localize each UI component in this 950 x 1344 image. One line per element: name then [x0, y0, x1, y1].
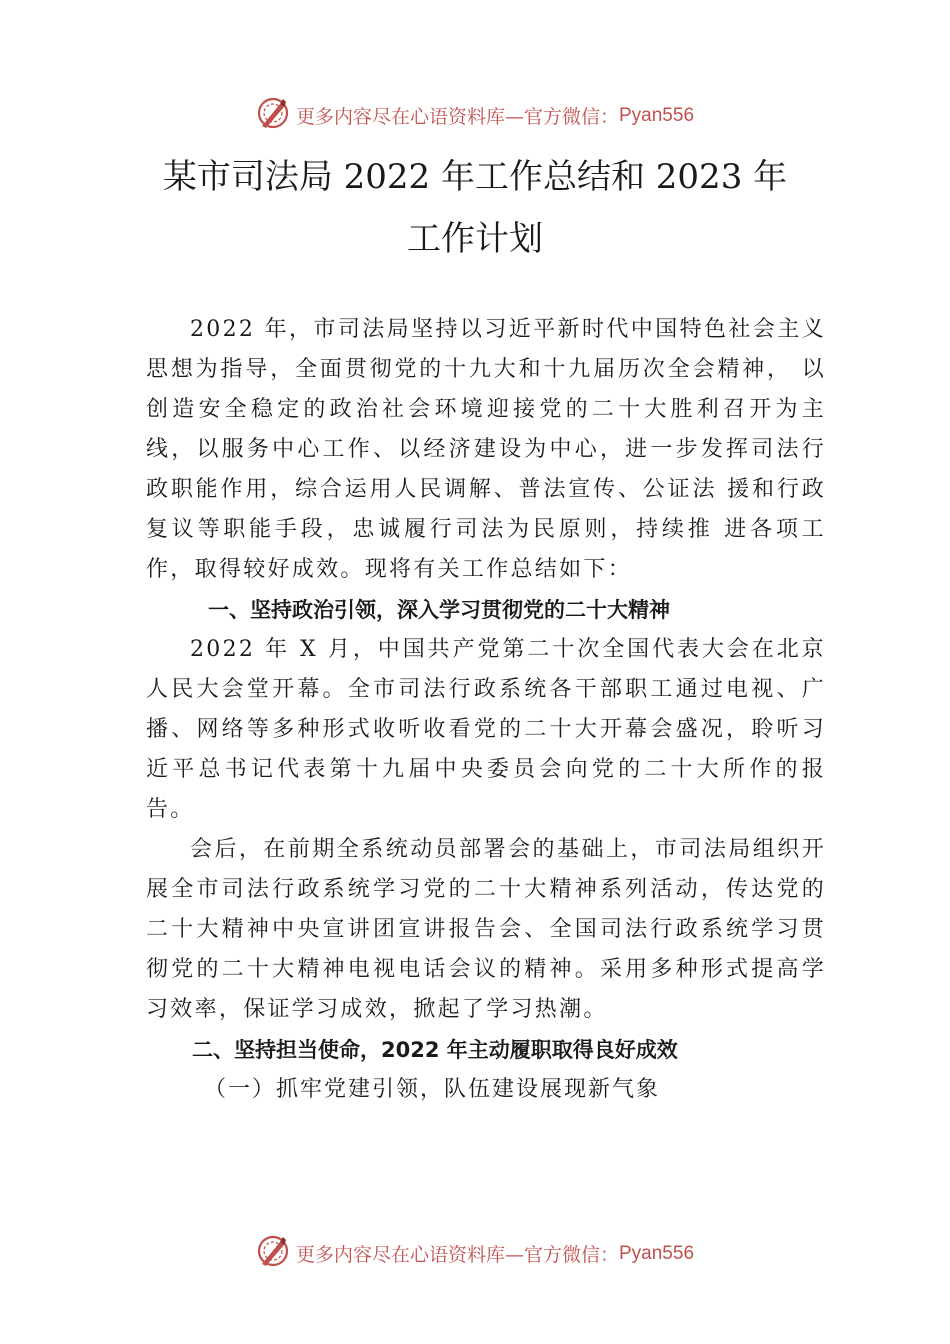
pen-logo-icon — [256, 1234, 290, 1273]
document-body — [146, 310, 826, 1110]
paragraph-study: 会后，在前期全系统动员部署会的基础上，市司法局组织开展全市司法行政系统学习党的二十大精神系列活动，传达党的二十大精神中央宣讲团宣讲报告会、全国司法行政系统学习贯彻党的二十大精神电视电话会议的精神。采用多种形式提高学习效率，保证学习成效，掀起了学习热潮。 — [146, 837, 826, 1022]
watermark-text: 更多内容尽在心语资料库—官方微信： — [295, 1244, 619, 1266]
paragraph-congress: 2022 年 X 月，中国共产党第二十次全国代表大会在北京人民大会堂开幕。全市司法行政系统各干部职工通过电视、广播、网络等多种形式收听收看党的二十大开幕会盛况，聆听习近平总书记代表第十九届中央委员会向党的二十大所作的报告。 — [146, 637, 826, 822]
pen-logo-icon — [256, 96, 290, 135]
watermark-id: Pyan556 — [619, 104, 695, 126]
section-heading-2: 二、坚持担当使命，2022 年主动履职取得良好成效 — [192, 1038, 678, 1062]
watermark-footer — [0, 1234, 950, 1273]
watermark-id: Pyan556 — [619, 1242, 695, 1264]
document-title-line2: 工作计划 — [407, 219, 543, 259]
document-title-line1: 某市司法局 2022 年工作总结和 2023 年 — [162, 157, 788, 197]
subsection-heading-1: （一）抓牢党建引领，队伍建设展现新气象 — [204, 1077, 661, 1102]
intro-paragraph: 2022 年，市司法局坚持以习近平新时代中国特色社会主义思想为指导，全面贯彻党的十九大和十九届历次全会精神， 以创造安全稳定的政治社会环境迎接党的二十大胜利召开为主线，以服务中心工作、以经济建设为中心，进一步发挥司法行政职能作用，综合运用人民调解、普法宣传、公证法 援和行政复议等职能手段，忠诚履行司法为民原则，持续推 进各项工作，取得较好成效。现将有关工作总结如下： — [146, 317, 826, 582]
section-heading-1: 一、坚持政治引领，深入学习贯彻党的二十大精神 — [208, 598, 670, 622]
watermark-header — [0, 96, 950, 135]
watermark-text: 更多内容尽在心语资料库—官方微信： — [295, 106, 619, 128]
